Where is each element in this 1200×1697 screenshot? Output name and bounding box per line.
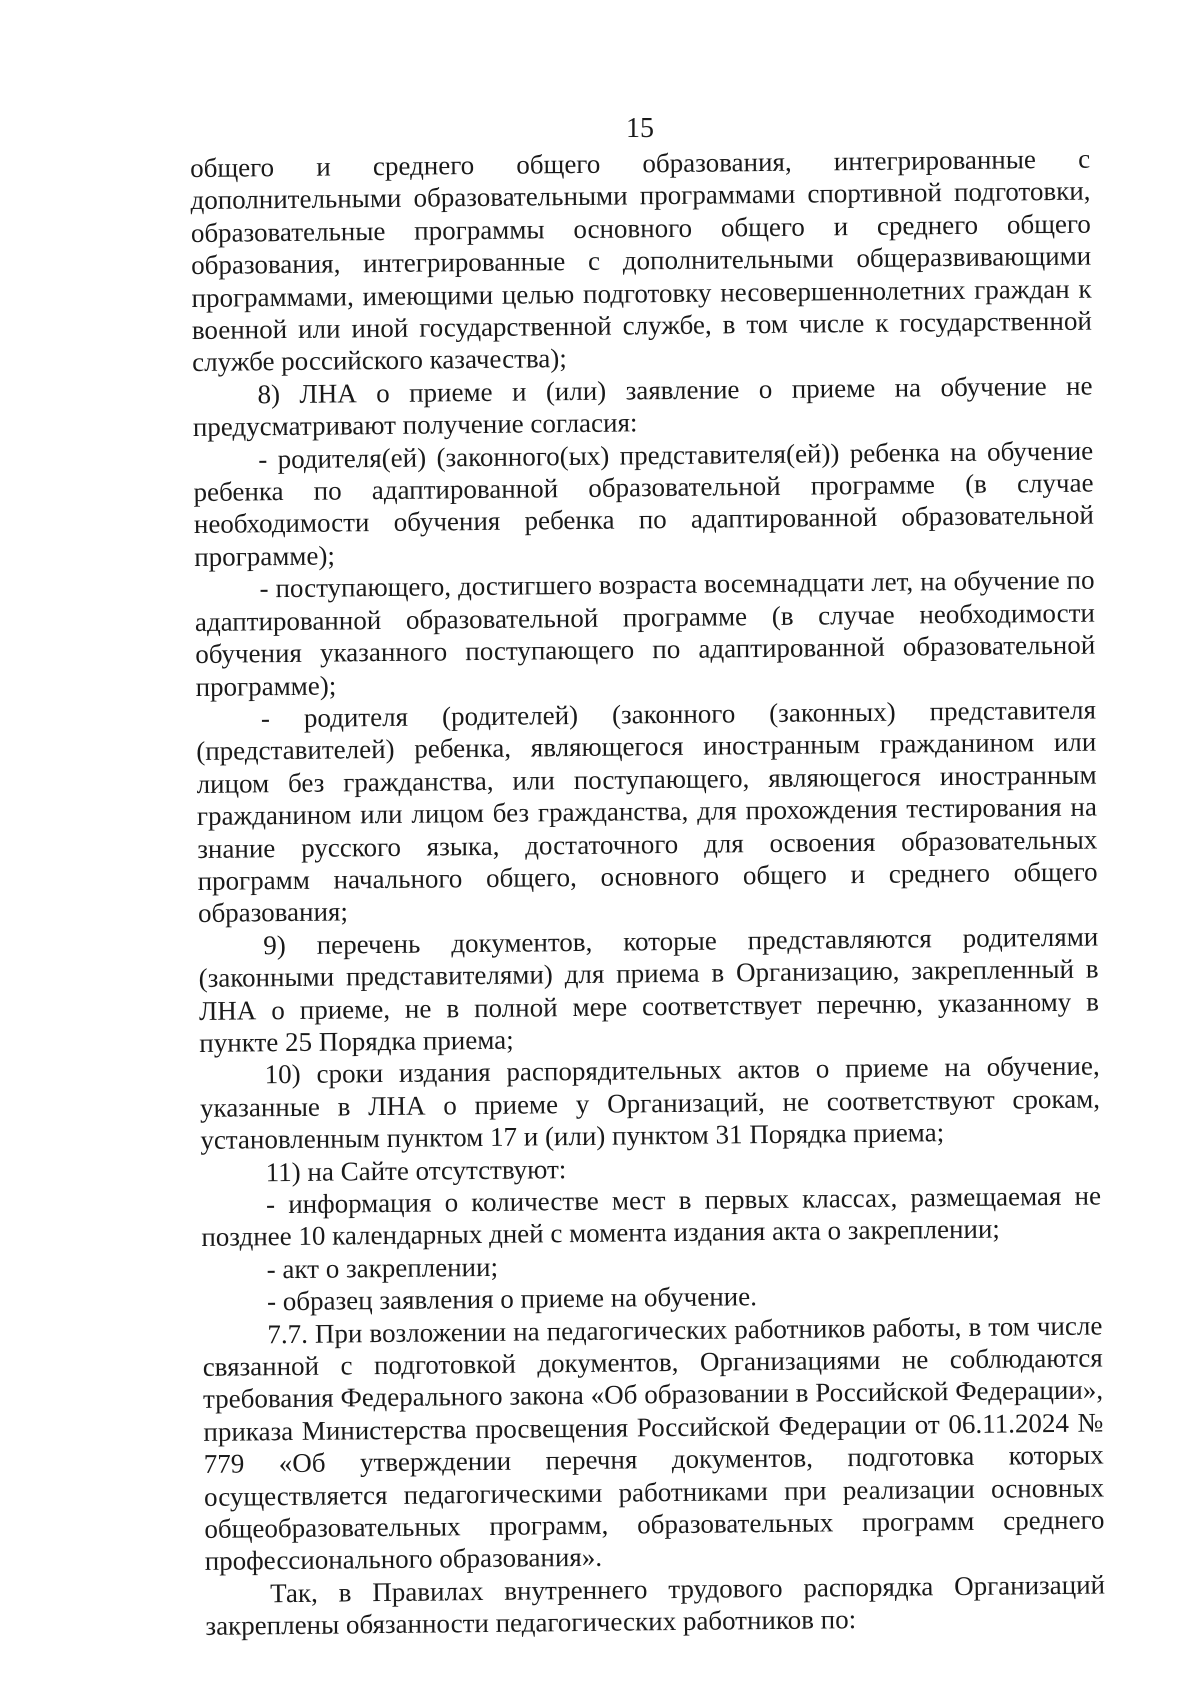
page-number: 15 [626, 113, 654, 144]
paragraph-missing-act: - акт о закреплении; [266, 1251, 499, 1285]
paragraph-item-9: 9) перечень документов, которые представляются родителями (законными представителями) для приема в Организацию, закрепленный в ЛНА о приеме, не в полной мере соответствует перечню, указанному в пункте 25 Порядка приема; [198, 921, 1100, 1058]
paragraph-consent-foreign: - родителя (родителей) (законного (законных) представителя (представителей) ребенка, являющегося иностранным гражданином или лицом без гражданства, или поступающего, являющегося иностранным гражданином или лицом без гражданства, для прохождения тестирования на знание русского языка, достаточного для освоения образовательных программ начального общего, основного общего и среднего общего образования; [196, 694, 1098, 929]
document-body [190, 143, 1106, 1643]
paragraph-item-8: 8) ЛНА о приеме и (или) заявление о приеме на обучение не предусматривают получение согласия: [192, 370, 1093, 443]
paragraph-item-11: 11) на Сайте отсутствуют: [265, 1153, 567, 1187]
paragraph-consent-parents: - родителя(ей) (законного(ых) представителя(ей)) ребенка на обучение ребенка по адаптированной образовательной программе (в случае необходимости обучения ребенка по адаптированной образовательной программе); [193, 435, 1095, 572]
paragraph-item-10: 10) сроки издания распорядительных актов о приеме на обучение, указанные в ЛНА о приеме у Организаций, не соответствуют срокам, установленным пунктом 17 и (или) пунктом 31 Порядка приема; [199, 1050, 1101, 1156]
paragraph-section-7-7: 7.7. При возложении на педагогических работников работы, в том числе связанной с подготовкой документов, Организациями не соблюдаются требования Федерального закона «Об образовании в Российской Федерации», приказа Министерства просвещения Российской Федерации от 06.11.2024 № 779 «Об утверждении перечня документов, подготовка которых осуществляется педагогическими работниками при реализации основных общеобразовательных программ, образовательных программ среднего профессионального образования». [202, 1310, 1105, 1577]
paragraph-rules: Так, в Правилах внутреннего трудового распорядка Организаций закреплены обязанности педагогических работников по: [205, 1569, 1106, 1642]
paragraph-continuation: общего и среднего общего образования, интегрированные с дополнительными образовательными программами спортивной подготовки, образовательные программы основного общего и среднего общего образования, интегрированные с дополнительными общеразвивающими программами, имеющими целью подготовку несовершеннолетних граждан к военной или иной государственной службе, в том числе к государственной службе российского казачества); [190, 143, 1092, 378]
paragraph-consent-applicant: - поступающего, достигшего возраста восемнадцати лет, на обучение по адаптированной образовательной программе (в случае необходимости обучения указанного поступающего по адаптированной образовательной программе); [194, 564, 1096, 702]
paragraph-missing-form: - образец заявления о приеме на обучение. [266, 1281, 758, 1317]
paragraph-missing-info: - информация о количестве мест в первых классах, размещаемая не позднее 10 календарных дней с момента издания акта о закреплении; [201, 1180, 1102, 1253]
